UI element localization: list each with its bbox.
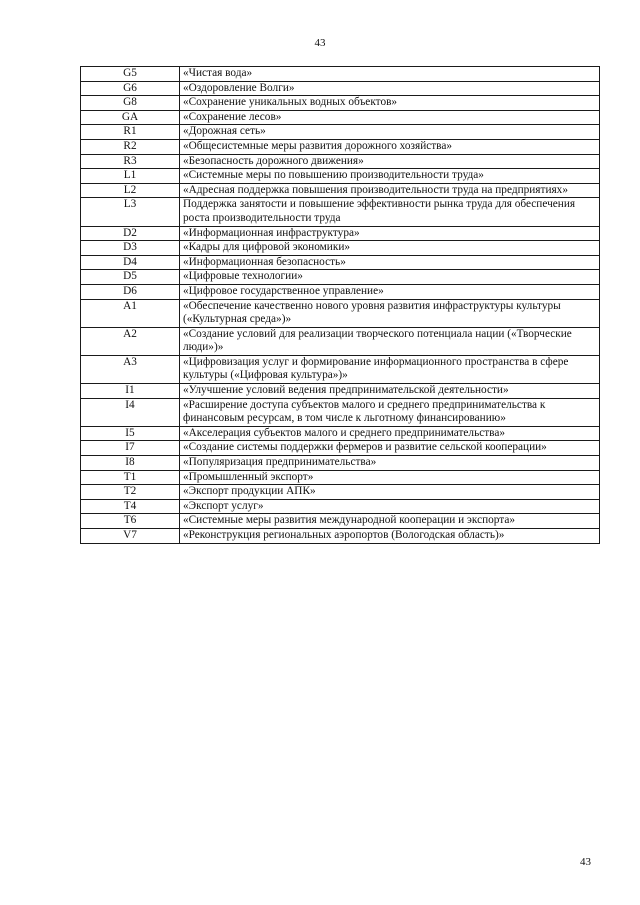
project-description: «Системные меры по повышению производительности труда» xyxy=(180,169,600,184)
table-row xyxy=(81,284,600,299)
table-row xyxy=(81,169,600,184)
project-description: Поддержка занятости и повышение эффективности рынка труда для обеспечения роста производительности труда xyxy=(180,198,600,226)
project-description: «Создание системы поддержки фермеров и развитие сельской кооперации» xyxy=(180,441,600,456)
project-code: I8 xyxy=(81,456,180,471)
project-description: «Акселерация субъектов малого и среднего предпринимательства» xyxy=(180,426,600,441)
table-row xyxy=(81,398,600,426)
project-code: I7 xyxy=(81,441,180,456)
table-row xyxy=(81,327,600,355)
project-code: G6 xyxy=(81,81,180,96)
table-row xyxy=(81,426,600,441)
table-row xyxy=(81,485,600,500)
project-description: «Дорожная сеть» xyxy=(180,125,600,140)
project-description: «Чистая вода» xyxy=(180,67,600,82)
project-description: «Популяризация предпринимательства» xyxy=(180,456,600,471)
project-code: R1 xyxy=(81,125,180,140)
project-code: T4 xyxy=(81,499,180,514)
table-row xyxy=(81,67,600,82)
project-code: R2 xyxy=(81,139,180,154)
project-code: I1 xyxy=(81,384,180,399)
table-row xyxy=(81,441,600,456)
project-description: «Промышленный экспорт» xyxy=(180,470,600,485)
project-description: «Сохранение лесов» xyxy=(180,110,600,125)
project-description: «Цифровое государственное управление» xyxy=(180,284,600,299)
project-code: D4 xyxy=(81,255,180,270)
project-code: GA xyxy=(81,110,180,125)
project-code: A1 xyxy=(81,299,180,327)
project-code: T1 xyxy=(81,470,180,485)
project-description: «Цифровизация услуг и формирование информационного пространства в сфере культуры («Цифровая культура»)» xyxy=(180,355,600,383)
table-row xyxy=(81,270,600,285)
project-description: «Создание условий для реализации творческого потенциала нации («Творческие люди»)» xyxy=(180,327,600,355)
table-row xyxy=(81,183,600,198)
project-description: «Адресная поддержка повышения производительности труда на предприятиях» xyxy=(180,183,600,198)
project-description: «Оздоровление Волги» xyxy=(180,81,600,96)
table-row xyxy=(81,255,600,270)
project-description: «Улучшение условий ведения предпринимательской деятельности» xyxy=(180,384,600,399)
project-code: A2 xyxy=(81,327,180,355)
project-code: L3 xyxy=(81,198,180,226)
table-row xyxy=(81,81,600,96)
table-row xyxy=(81,226,600,241)
table-row xyxy=(81,198,600,226)
page-number-top: 43 xyxy=(314,37,326,49)
project-description: «Сохранение уникальных водных объектов» xyxy=(180,96,600,111)
project-description: «Системные меры развития международной кооперации и экспорта» xyxy=(180,514,600,529)
project-codes-table-body xyxy=(81,67,600,544)
table-row xyxy=(81,514,600,529)
table-row xyxy=(81,456,600,471)
table-row xyxy=(81,384,600,399)
project-code: V7 xyxy=(81,529,180,544)
project-code: D5 xyxy=(81,270,180,285)
project-code: R3 xyxy=(81,154,180,169)
table-row xyxy=(81,139,600,154)
project-description: «Цифровые технологии» xyxy=(180,270,600,285)
project-code: I5 xyxy=(81,426,180,441)
table-row xyxy=(81,96,600,111)
project-description: «Экспорт услуг» xyxy=(180,499,600,514)
table-row xyxy=(81,299,600,327)
project-code: I4 xyxy=(81,398,180,426)
project-code: D2 xyxy=(81,226,180,241)
project-code: A3 xyxy=(81,355,180,383)
table-row xyxy=(81,241,600,256)
table-row xyxy=(81,154,600,169)
page-number-bottom: 43 xyxy=(580,856,591,868)
project-code: T6 xyxy=(81,514,180,529)
project-description: «Информационная инфраструктура» xyxy=(180,226,600,241)
project-code: L2 xyxy=(81,183,180,198)
project-code: L1 xyxy=(81,169,180,184)
project-description: «Информационная безопасность» xyxy=(180,255,600,270)
project-code: D3 xyxy=(81,241,180,256)
project-description: «Общесистемные меры развития дорожного хозяйства» xyxy=(180,139,600,154)
project-description: «Обеспечение качественно нового уровня развития инфраструктуры культуры («Культурная среда»)» xyxy=(180,299,600,327)
table-row xyxy=(81,529,600,544)
table-row xyxy=(81,110,600,125)
table-row xyxy=(81,125,600,140)
project-description: «Реконструкция региональных аэропортов (Вологодская область)» xyxy=(180,529,600,544)
project-description: «Расширение доступа субъектов малого и среднего предпринимательства к финансовым ресурсам, в том числе к льготному финансированию» xyxy=(180,398,600,426)
project-code: T2 xyxy=(81,485,180,500)
table-row xyxy=(81,470,600,485)
project-code: D6 xyxy=(81,284,180,299)
project-code: G5 xyxy=(81,67,180,82)
project-codes-table xyxy=(80,66,600,544)
project-description: «Экспорт продукции АПК» xyxy=(180,485,600,500)
table-row xyxy=(81,499,600,514)
project-description: «Кадры для цифровой экономики» xyxy=(180,241,600,256)
project-description: «Безопасность дорожного движения» xyxy=(180,154,600,169)
project-code: G8 xyxy=(81,96,180,111)
table-row xyxy=(81,355,600,383)
